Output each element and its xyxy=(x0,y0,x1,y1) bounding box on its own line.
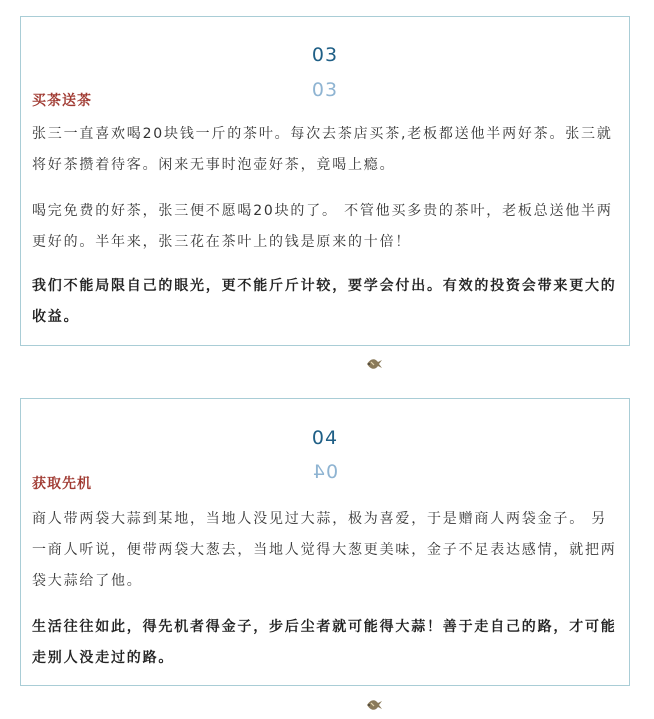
story-number: 03 xyxy=(311,44,339,66)
story-paragraph: 商人带两袋大蒜到某地，当地人没见过大蒜，极为喜爱，于是赠商人两袋金子。 另一商人听说，便带两袋大葱去，当地人觉得大葱更美味，金子不足表达感情，就把两袋大蒜给了他。 xyxy=(32,511,617,589)
bird-icon xyxy=(365,698,383,712)
story-number-reflection: 04 xyxy=(311,461,339,483)
story-paragraph: 张三一直喜欢喝20块钱一斤的茶叶。每次去茶店买茶,老板都送他半两好茶。张三就将好茶攒着待客。闲来无事时泡壶好茶，竟喝上瘾。 xyxy=(32,126,613,173)
story-title: 获取先机 xyxy=(32,476,92,492)
story-title: 买茶送茶 xyxy=(32,93,92,109)
story-card-04 xyxy=(20,398,630,686)
story-card-03 xyxy=(20,16,630,346)
story-number-reflection: 03 xyxy=(311,79,339,101)
story-paragraph: 喝完免费的好茶，张三便不愿喝20块的了。 不管他买多贵的茶叶，老板总送他半两更好的。半年来，张三花在茶叶上的钱是原来的十倍！ xyxy=(32,203,613,250)
story-moral: 生活往往如此，得先机者得金子，步后尘者就可能得大蒜！善于走自己的路，才可能走别人没走过的路。 xyxy=(32,619,617,666)
story-moral: 我们不能局限自己的眼光，更不能斤斤计较，要学会付出。有效的投资会带来更大的收益。 xyxy=(32,278,617,325)
bird-icon xyxy=(365,357,383,371)
story-number: 04 xyxy=(311,427,339,449)
